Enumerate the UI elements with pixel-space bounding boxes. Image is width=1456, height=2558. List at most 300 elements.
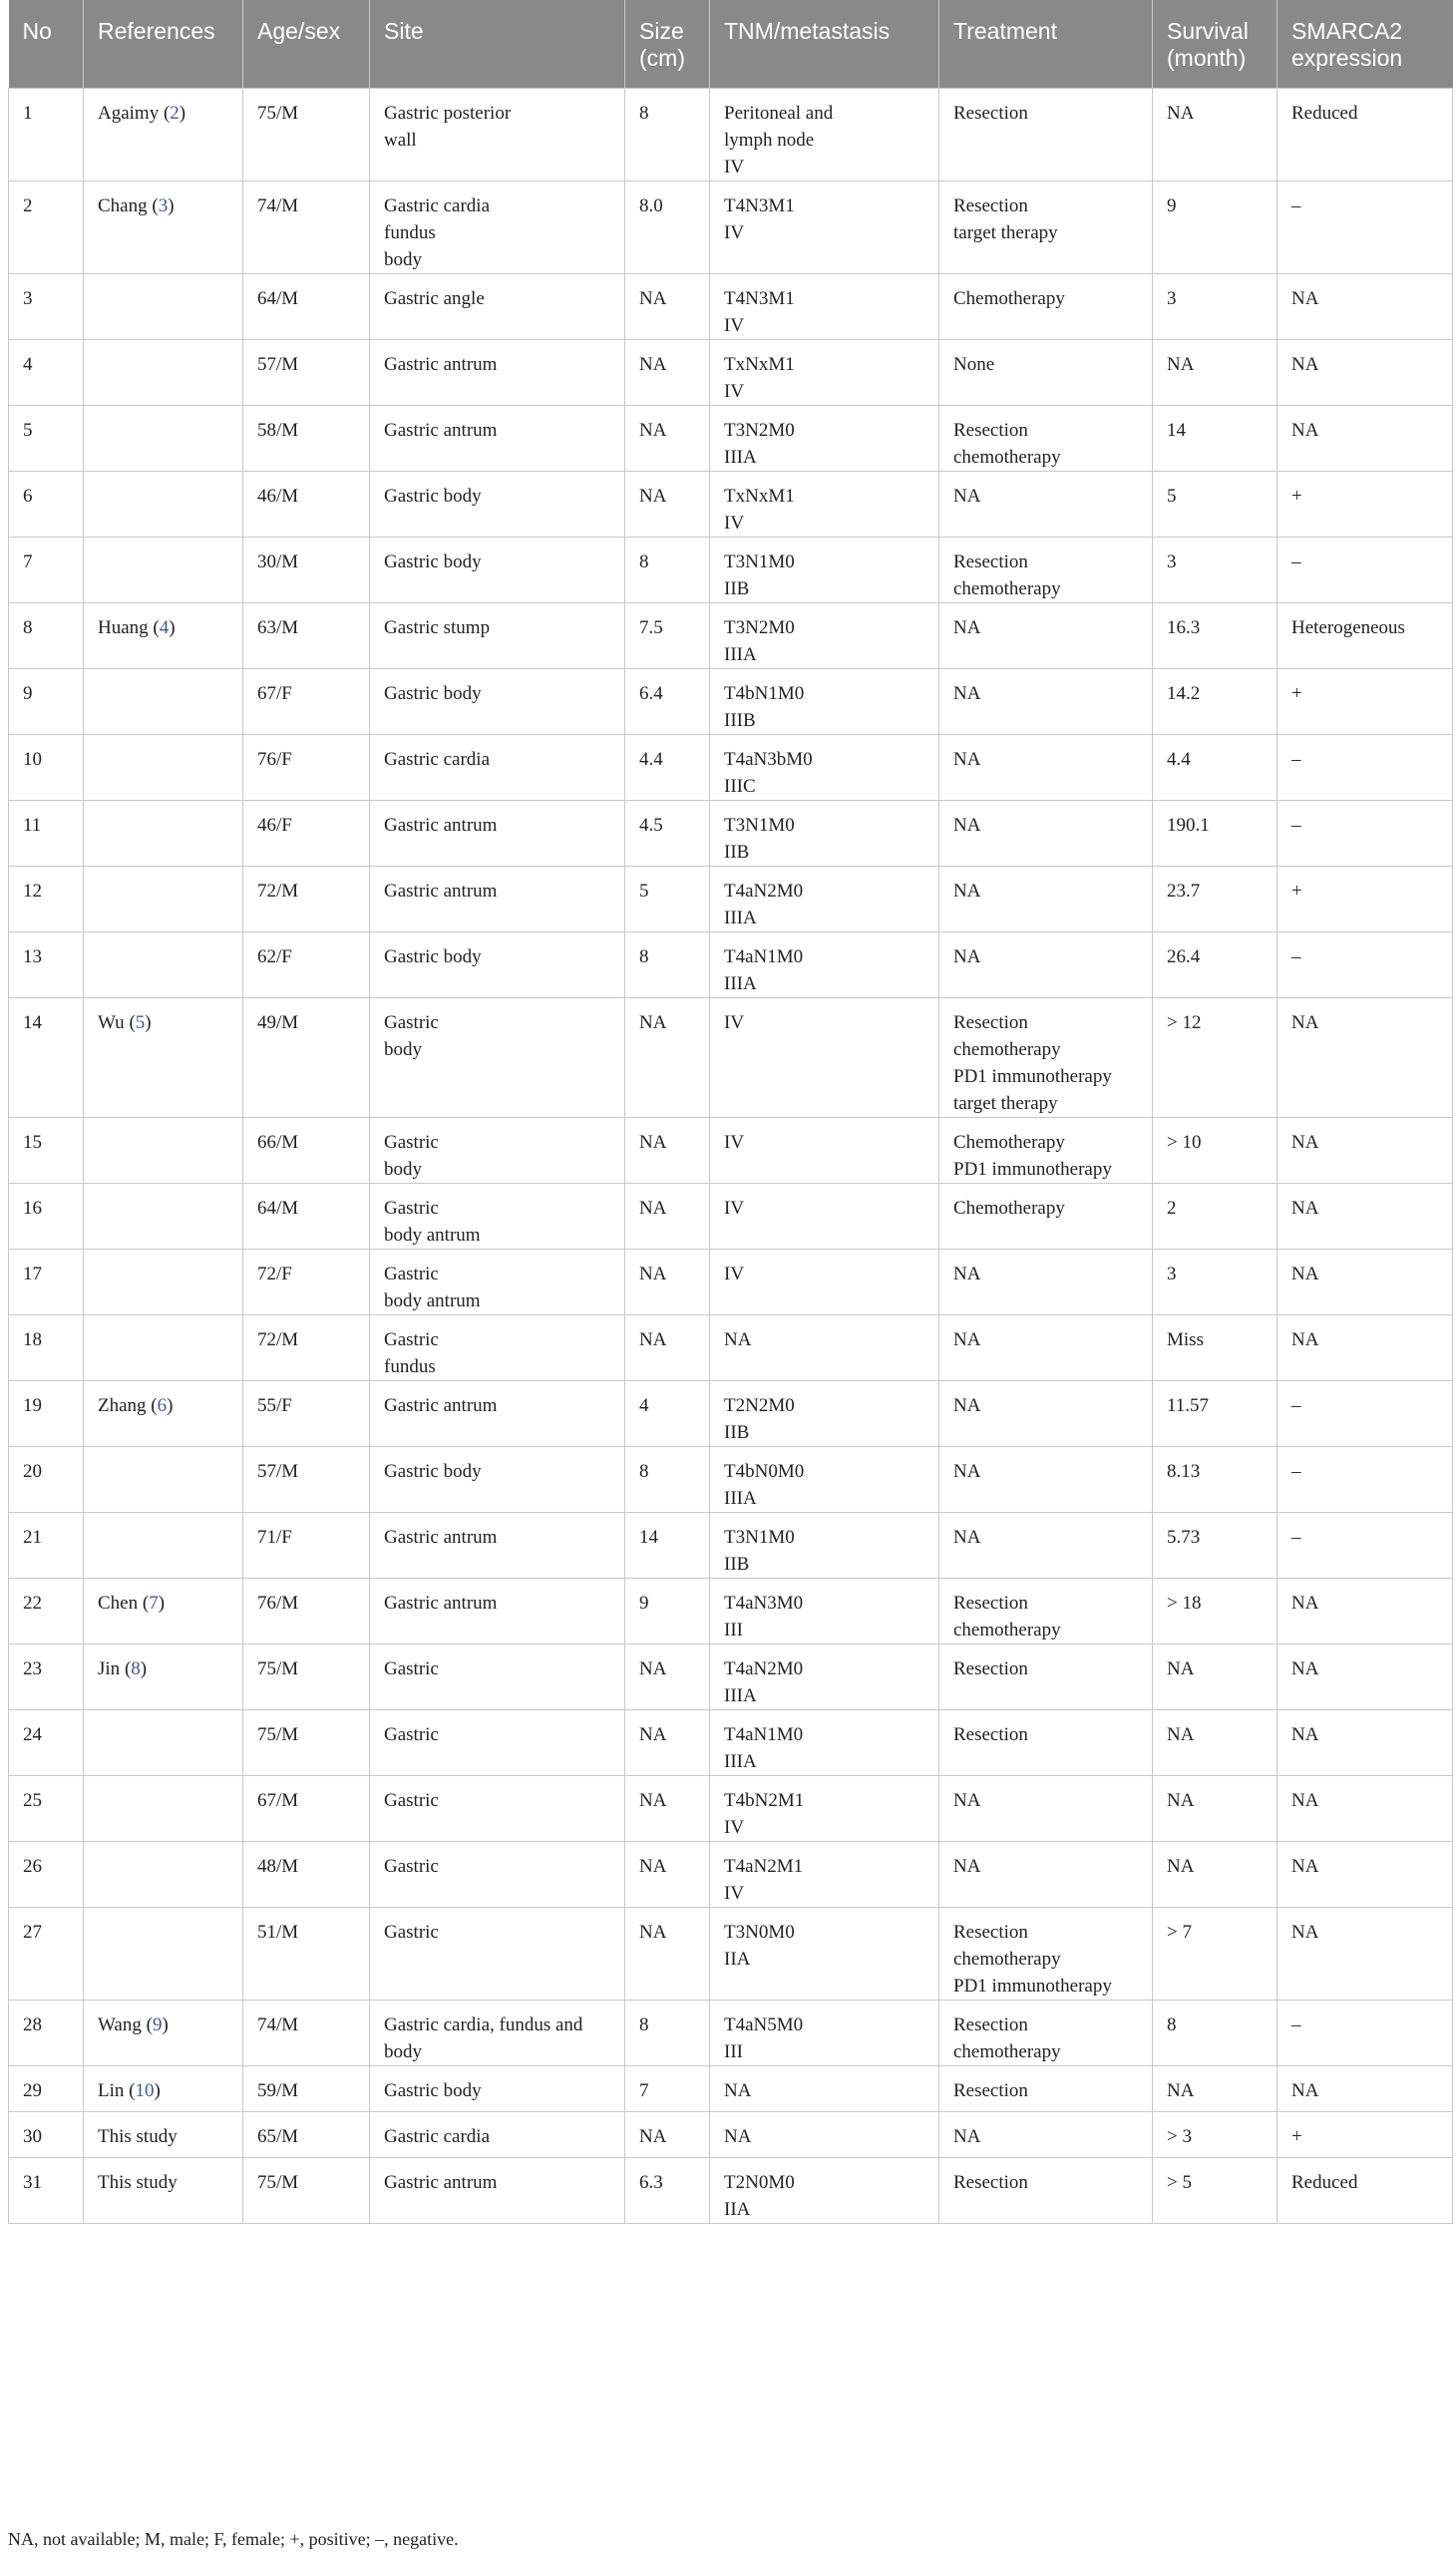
tnm-line: IV: [724, 1011, 745, 1033]
cell-tnm: [710, 1907, 939, 2000]
reference-citation-link[interactable]: 6: [157, 1394, 168, 1416]
tnm-line: IV: [724, 1263, 745, 1284]
cell-site: [370, 339, 625, 405]
site-line: Gastric: [384, 1657, 439, 1679]
cell-reference: [84, 931, 243, 997]
treatment-line: NA: [953, 682, 981, 704]
cell-reference: [84, 537, 243, 602]
tnm-line: Peritoneal and: [724, 102, 834, 124]
cell-no: 22: [9, 1578, 84, 1644]
cell-smarca2: Reduced: [1277, 2157, 1453, 2223]
cell-no: 15: [9, 1117, 84, 1183]
cell-size: 8: [625, 2000, 710, 2065]
treatment-line: chemotherapy: [953, 1948, 1061, 1970]
cell-survival: NA: [1153, 339, 1277, 405]
cell-age-sex: 59/M: [243, 2065, 370, 2111]
treatment-line: chemotherapy: [953, 1619, 1061, 1641]
cell-age-sex: 72/M: [243, 866, 370, 931]
table-row: [9, 1907, 1453, 2000]
site-line: body: [384, 1158, 422, 1180]
cell-survival: 3: [1153, 273, 1277, 339]
cell-smarca2: –: [1277, 931, 1453, 997]
cell-no: 7: [9, 537, 84, 602]
site-line: body: [384, 1038, 422, 1060]
site-line: Gastric cardia: [384, 194, 491, 216]
cell-treatment: [939, 1644, 1153, 1709]
tnm-line: IIIA: [724, 1684, 757, 1706]
cell-no: 16: [9, 1183, 84, 1249]
cell-site: [370, 1907, 625, 2000]
cell-site: [370, 1446, 625, 1512]
tnm-line: T2N2M0: [724, 1394, 795, 1416]
table-row: [9, 1249, 1453, 1314]
cell-no: 31: [9, 2157, 84, 2223]
table-row: [9, 1578, 1453, 1644]
cell-age-sex: 62/F: [243, 931, 370, 997]
cell-treatment: [939, 866, 1153, 931]
reference-citation-link[interactable]: 8: [131, 1657, 141, 1679]
header-row: [9, 0, 1453, 88]
cell-age-sex: 64/M: [243, 1183, 370, 1249]
tnm-line: IIB: [724, 1421, 750, 1443]
cell-site: [370, 800, 625, 866]
cell-site: [370, 2000, 625, 2065]
cell-size: 7: [625, 2065, 710, 2111]
cell-no: 30: [9, 2111, 84, 2157]
cell-site: [370, 273, 625, 339]
cell-reference: [84, 471, 243, 537]
cell-size: 14: [625, 1512, 710, 1578]
treatment-line: Resection: [953, 194, 1028, 216]
treatment-line: target therapy: [953, 221, 1058, 243]
reference-citation-link[interactable]: 2: [170, 102, 180, 124]
cell-site: [370, 181, 625, 273]
tnm-line: IV: [724, 1131, 745, 1153]
cell-smarca2: +: [1277, 668, 1453, 734]
cell-no: 28: [9, 2000, 84, 2065]
cell-age-sex: 57/M: [243, 1446, 370, 1512]
site-line: Gastric body: [384, 1460, 482, 1482]
reference-author: This study: [98, 2125, 178, 2147]
reference-citation-link[interactable]: 7: [149, 1592, 159, 1614]
cell-size: 8: [625, 537, 710, 602]
tnm-line: IV: [724, 1816, 745, 1838]
cell-survival: > 5: [1153, 2157, 1277, 2223]
cell-smarca2: –: [1277, 1512, 1453, 1578]
tnm-line: IV: [724, 1882, 745, 1904]
cell-smarca2: Reduced: [1277, 88, 1453, 181]
cell-no: 8: [9, 602, 84, 668]
tnm-line: IIIA: [724, 1750, 757, 1772]
cell-treatment: [939, 734, 1153, 800]
cell-survival: 5: [1153, 471, 1277, 537]
cell-tnm: [710, 1446, 939, 1512]
cell-reference: [84, 339, 243, 405]
cell-no: 13: [9, 931, 84, 997]
tnm-line: IIIA: [724, 907, 757, 928]
table-container: [8, 0, 1452, 2224]
tnm-line: T4aN1M0: [724, 1723, 804, 1745]
cell-treatment: [939, 1709, 1153, 1775]
cell-no: 3: [9, 273, 84, 339]
cell-reference: [84, 1249, 243, 1314]
site-line: Gastric antrum: [384, 880, 498, 902]
treatment-line: NA: [953, 880, 981, 902]
cell-size: 8: [625, 931, 710, 997]
cell-size: 5: [625, 866, 710, 931]
site-line: Gastric antrum: [384, 2171, 498, 2193]
cell-tnm: [710, 2000, 939, 2065]
site-line: Gastric: [384, 1921, 439, 1943]
reference-citation-link[interactable]: 10: [135, 2079, 155, 2101]
cell-survival: 190.1: [1153, 800, 1277, 866]
site-line: Gastric: [384, 1855, 439, 1877]
col-header-age-sex: Age/sex: [243, 0, 370, 88]
table-footnote: NA, not available; M, male; F, female; +, positive; –, negative.: [8, 2529, 459, 2549]
cell-survival: 3: [1153, 537, 1277, 602]
treatment-line: Resection: [953, 1921, 1028, 1943]
cell-no: 9: [9, 668, 84, 734]
cell-survival: 5.73: [1153, 1512, 1277, 1578]
cell-treatment: [939, 602, 1153, 668]
tnm-line: T3N1M0: [724, 1526, 795, 1548]
tnm-line: IV: [724, 221, 745, 243]
treatment-line: NA: [953, 1460, 981, 1482]
cell-tnm: [710, 734, 939, 800]
treatment-line: NA: [953, 1789, 981, 1811]
treatment-line: Resection: [953, 2079, 1028, 2101]
cell-no: 6: [9, 471, 84, 537]
cell-size: NA: [625, 1249, 710, 1314]
treatment-line: NA: [953, 2125, 981, 2147]
cell-size: 7.5: [625, 602, 710, 668]
cell-site: [370, 1841, 625, 1907]
reference-author: Agaimy: [98, 102, 160, 124]
cell-size: NA: [625, 997, 710, 1117]
cell-tnm: [710, 1183, 939, 1249]
cell-site: [370, 1249, 625, 1314]
treatment-line: Resection: [953, 1592, 1028, 1614]
tnm-line: IIIA: [724, 1487, 757, 1509]
cell-no: 12: [9, 866, 84, 931]
cell-reference: Agaimy (2): [84, 88, 243, 181]
cell-treatment: [939, 1907, 1153, 2000]
cell-treatment: [939, 339, 1153, 405]
cell-age-sex: 66/M: [243, 1117, 370, 1183]
cell-site: [370, 602, 625, 668]
cell-smarca2: NA: [1277, 1578, 1453, 1644]
cell-survival: 8.13: [1153, 1446, 1277, 1512]
tnm-line: TxNxM1: [724, 353, 795, 375]
cell-smarca2: Heterogeneous: [1277, 602, 1453, 668]
cell-survival: 14: [1153, 405, 1277, 471]
treatment-line: NA: [953, 1328, 981, 1350]
cell-site: [370, 1578, 625, 1644]
cell-treatment: [939, 2157, 1153, 2223]
cell-reference: Jin (8): [84, 1644, 243, 1709]
cell-reference: [84, 1775, 243, 1841]
cell-smarca2: NA: [1277, 1841, 1453, 1907]
cell-survival: 23.7: [1153, 866, 1277, 931]
cell-site: [370, 1380, 625, 1446]
cell-site: [370, 88, 625, 181]
cell-survival: > 18: [1153, 1578, 1277, 1644]
cell-age-sex: 74/M: [243, 181, 370, 273]
col-header-survival: Survival (month): [1153, 0, 1277, 88]
cell-site: [370, 1314, 625, 1380]
cell-size: NA: [625, 1117, 710, 1183]
site-line: Gastric body: [384, 682, 482, 704]
table-row: [9, 997, 1453, 1117]
cell-reference: [84, 668, 243, 734]
cell-no: 24: [9, 1709, 84, 1775]
cell-survival: 2: [1153, 1183, 1277, 1249]
cell-age-sex: 51/M: [243, 1907, 370, 2000]
cell-size: NA: [625, 339, 710, 405]
tnm-line: NA: [724, 2125, 752, 2147]
cell-reference: [84, 2111, 243, 2157]
cell-size: 8: [625, 1446, 710, 1512]
cell-size: 8.0: [625, 181, 710, 273]
tnm-line: T3N0M0: [724, 1921, 795, 1943]
reference-author: Wu: [98, 1011, 125, 1033]
cell-site: [370, 1512, 625, 1578]
cell-tnm: [710, 1512, 939, 1578]
cell-age-sex: 72/F: [243, 1249, 370, 1314]
tnm-line: T4bN2M1: [724, 1789, 805, 1811]
cell-tnm: [710, 273, 939, 339]
cell-smarca2: NA: [1277, 1314, 1453, 1380]
table-row: [9, 800, 1453, 866]
cell-site: [370, 734, 625, 800]
cell-treatment: [939, 1775, 1153, 1841]
tnm-line: T2N0M0: [724, 2171, 795, 2193]
cell-site: [370, 2065, 625, 2111]
cell-size: NA: [625, 1775, 710, 1841]
cell-reference: Zhang (6): [84, 1380, 243, 1446]
cell-smarca2: –: [1277, 734, 1453, 800]
cell-no: 2: [9, 181, 84, 273]
cell-size: NA: [625, 2111, 710, 2157]
reference-citation-link[interactable]: 4: [159, 616, 170, 638]
site-line: Gastric antrum: [384, 1526, 498, 1548]
cell-age-sex: 65/M: [243, 2111, 370, 2157]
tnm-line: T3N2M0: [724, 616, 795, 638]
tnm-line: T4aN2M0: [724, 1657, 804, 1679]
site-line: Gastric body: [384, 550, 482, 572]
cell-reference: [84, 866, 243, 931]
cell-reference: [84, 1446, 243, 1512]
cell-age-sex: 76/F: [243, 734, 370, 800]
cell-survival: 16.3: [1153, 602, 1277, 668]
cell-survival: NA: [1153, 88, 1277, 181]
cell-size: NA: [625, 1314, 710, 1380]
site-line: Gastric antrum: [384, 1394, 498, 1416]
table-row: [9, 1183, 1453, 1249]
cell-reference: [84, 1183, 243, 1249]
cell-reference: [84, 1907, 243, 2000]
cell-site: [370, 2157, 625, 2223]
treatment-line: NA: [953, 814, 981, 836]
site-line: Gastric antrum: [384, 419, 498, 441]
site-line: Gastric antrum: [384, 1592, 498, 1614]
cell-site: [370, 931, 625, 997]
col-header-tnm: TNM/metastasis: [710, 0, 939, 88]
col-header-no: No: [9, 0, 84, 88]
cell-tnm: [710, 88, 939, 181]
tnm-line: T4aN2M0: [724, 880, 804, 902]
cell-tnm: [710, 602, 939, 668]
treatment-line: Resection: [953, 1723, 1028, 1745]
reference-author: Chang: [98, 194, 148, 216]
table-row: [9, 931, 1453, 997]
cell-tnm: [710, 537, 939, 602]
reference-citation-link[interactable]: 5: [135, 1011, 146, 1033]
cell-size: 8: [625, 88, 710, 181]
cell-treatment: [939, 1380, 1153, 1446]
cell-age-sex: 58/M: [243, 405, 370, 471]
tnm-line: T4aN3bM0: [724, 748, 813, 770]
cell-age-sex: 46/F: [243, 800, 370, 866]
treatment-line: NA: [953, 1526, 981, 1548]
treatment-line: Chemotherapy: [953, 1131, 1065, 1153]
site-line: Gastric: [384, 1011, 439, 1033]
tnm-line: IV: [724, 512, 745, 534]
cell-site: [370, 1117, 625, 1183]
cell-no: 14: [9, 997, 84, 1117]
tnm-line: IV: [724, 1197, 745, 1219]
cell-size: NA: [625, 471, 710, 537]
table-row: [9, 602, 1453, 668]
cell-tnm: [710, 1578, 939, 1644]
cell-age-sex: 75/M: [243, 1709, 370, 1775]
cell-no: 19: [9, 1380, 84, 1446]
treatment-line: None: [953, 353, 995, 375]
cell-reference: [84, 1314, 243, 1380]
cell-no: 17: [9, 1249, 84, 1314]
table-row: [9, 88, 1453, 181]
cell-smarca2: NA: [1277, 1183, 1453, 1249]
table-row: [9, 2065, 1453, 2111]
treatment-line: Resection: [953, 419, 1028, 441]
cell-survival: > 3: [1153, 2111, 1277, 2157]
cell-treatment: [939, 88, 1153, 181]
cell-size: 6.3: [625, 2157, 710, 2223]
site-line: Gastric: [384, 1263, 439, 1284]
cell-reference: [84, 1117, 243, 1183]
col-header-size: Size (cm): [625, 0, 710, 88]
cell-no: 4: [9, 339, 84, 405]
reference-citation-link[interactable]: 3: [158, 194, 169, 216]
cell-treatment: [939, 997, 1153, 1117]
cell-age-sex: 71/F: [243, 1512, 370, 1578]
cell-tnm: [710, 2065, 939, 2111]
cell-size: 4.5: [625, 800, 710, 866]
reference-author: This study: [98, 2171, 178, 2193]
cell-tnm: [710, 181, 939, 273]
cell-reference: [84, 1841, 243, 1907]
cell-site: [370, 1775, 625, 1841]
site-line: Gastric: [384, 1197, 439, 1219]
tnm-line: T4aN2M1: [724, 1855, 804, 1877]
cell-treatment: [939, 668, 1153, 734]
cell-reference: [84, 2157, 243, 2223]
cell-size: 6.4: [625, 668, 710, 734]
treatment-line: Resection: [953, 2171, 1028, 2193]
tnm-line: T4N3M1: [724, 194, 795, 216]
site-line: Gastric: [384, 1328, 439, 1350]
cell-age-sex: 64/M: [243, 273, 370, 339]
site-line: Gastric antrum: [384, 353, 498, 375]
tnm-line: III: [724, 2040, 743, 2062]
cell-survival: 14.2: [1153, 668, 1277, 734]
treatment-line: NA: [953, 945, 981, 967]
table-row: [9, 405, 1453, 471]
treatment-line: NA: [953, 485, 981, 507]
cell-treatment: [939, 2065, 1153, 2111]
col-header-references: References: [84, 0, 243, 88]
treatment-line: NA: [953, 616, 981, 638]
treatment-line: chemotherapy: [953, 1038, 1061, 1060]
cell-treatment: [939, 2111, 1153, 2157]
cell-tnm: [710, 1841, 939, 1907]
cell-size: NA: [625, 1183, 710, 1249]
cell-no: 29: [9, 2065, 84, 2111]
tnm-line: IIA: [724, 1948, 751, 1970]
site-line: fundus: [384, 1355, 436, 1377]
cell-smarca2: NA: [1277, 1117, 1453, 1183]
tnm-line: IIB: [724, 577, 750, 599]
table-row: [9, 2000, 1453, 2065]
table-body: [9, 88, 1453, 2223]
reference-author: Chen: [98, 1592, 139, 1614]
cell-age-sex: 67/F: [243, 668, 370, 734]
cell-site: [370, 866, 625, 931]
cell-tnm: [710, 1775, 939, 1841]
cell-treatment: [939, 537, 1153, 602]
cell-survival: NA: [1153, 1775, 1277, 1841]
cell-treatment: [939, 1249, 1153, 1314]
cell-tnm: [710, 1117, 939, 1183]
treatment-line: chemotherapy: [953, 577, 1061, 599]
reference-citation-link[interactable]: 9: [152, 2013, 163, 2035]
cell-smarca2: NA: [1277, 1775, 1453, 1841]
cell-smarca2: NA: [1277, 1249, 1453, 1314]
treatment-line: NA: [953, 1263, 981, 1284]
cell-tnm: [710, 1644, 939, 1709]
table-row: [9, 1841, 1453, 1907]
site-line: Gastric stump: [384, 616, 491, 638]
cell-site: [370, 2111, 625, 2157]
treatment-line: Resection: [953, 102, 1028, 124]
cell-size: NA: [625, 273, 710, 339]
cell-smarca2: –: [1277, 1446, 1453, 1512]
cell-size: NA: [625, 405, 710, 471]
cell-reference: Wang (9): [84, 2000, 243, 2065]
cell-tnm: [710, 1314, 939, 1380]
site-line: body: [384, 2040, 422, 2062]
cell-treatment: [939, 1117, 1153, 1183]
cell-no: 25: [9, 1775, 84, 1841]
reference-author: Huang: [98, 616, 149, 638]
tnm-line: NA: [724, 1328, 752, 1350]
cell-site: [370, 1644, 625, 1709]
tnm-line: T4aN3M0: [724, 1592, 804, 1614]
treatment-line: NA: [953, 748, 981, 770]
cell-survival: 9: [1153, 181, 1277, 273]
cell-survival: 8: [1153, 2000, 1277, 2065]
tnm-line: IIB: [724, 841, 750, 863]
